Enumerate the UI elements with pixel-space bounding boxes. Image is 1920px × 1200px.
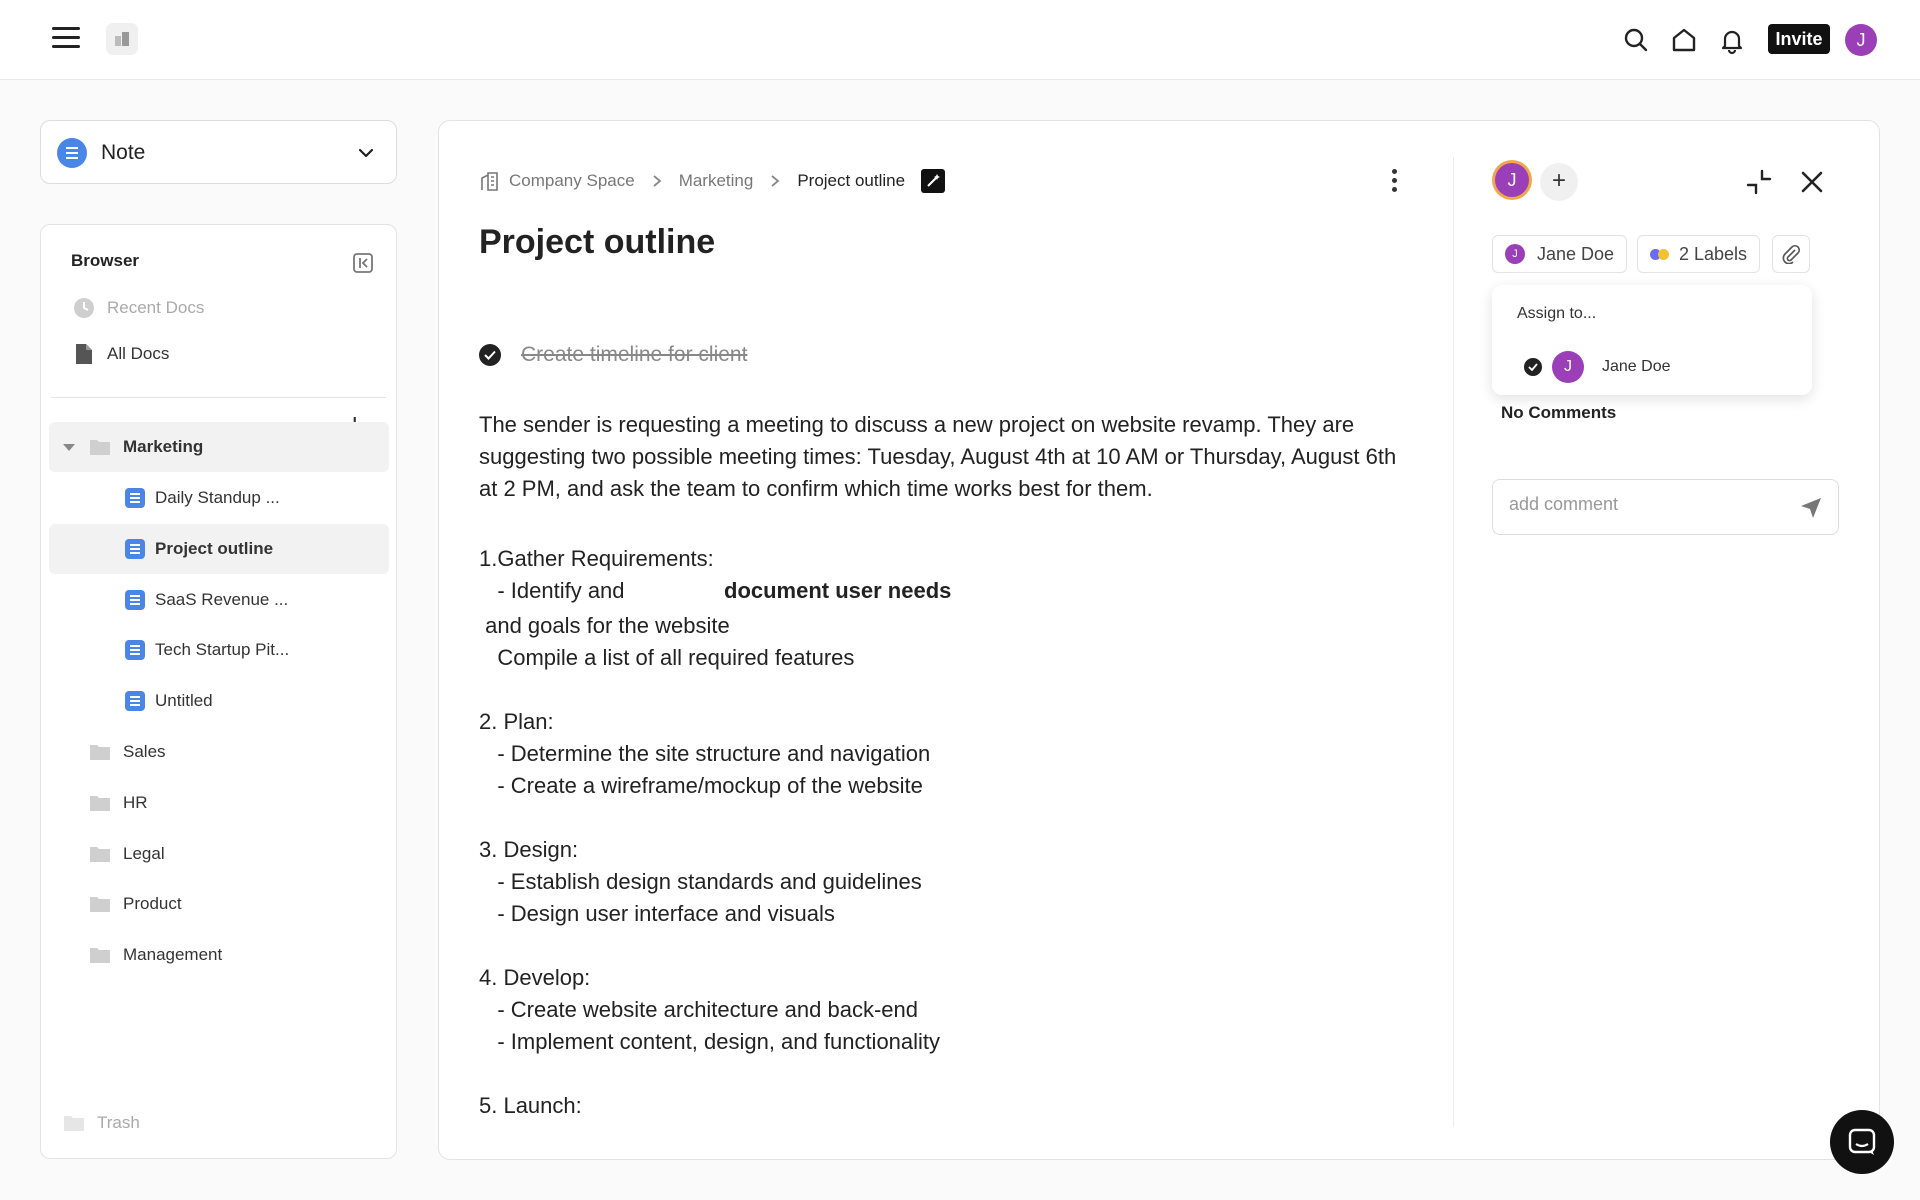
doc-line: - Create a wireframe/mockup of the website <box>479 773 923 798</box>
send-icon[interactable] <box>1799 496 1823 520</box>
minimize-icon[interactable] <box>1745 168 1773 196</box>
attach-button[interactable] <box>1772 235 1810 273</box>
chat-support-button[interactable] <box>1830 1110 1894 1174</box>
file-icon <box>73 343 95 365</box>
doc-line: 2. Plan: <box>479 709 554 734</box>
magic-wand-icon[interactable] <box>921 169 945 193</box>
home-icon[interactable] <box>1668 24 1700 56</box>
more-options-icon[interactable] <box>1387 169 1401 195</box>
document-icon <box>125 691 145 711</box>
tree-item-legal[interactable] <box>49 829 389 879</box>
recent-docs-link[interactable] <box>73 295 204 321</box>
building-icon <box>479 170 501 192</box>
assignee-mini-avatar: J <box>1505 244 1525 264</box>
assign-option[interactable] <box>1524 351 1671 383</box>
assign-option-avatar: J <box>1552 351 1584 383</box>
doc-line: 3. Design: <box>479 837 579 862</box>
comment-box <box>1492 479 1839 535</box>
doc-line: - Determine the site structure and navigation <box>479 741 931 766</box>
comment-input[interactable] <box>1509 494 1789 515</box>
sidebar <box>40 224 397 1159</box>
tree-item-tech-startup-pit[interactable] <box>49 625 389 675</box>
user-avatar[interactable]: J <box>1845 24 1877 56</box>
tree-item-hr[interactable] <box>49 778 389 828</box>
note-icon <box>57 138 87 168</box>
folder-icon <box>89 946 111 964</box>
doc-line: Compile a list of all required features <box>479 645 855 670</box>
close-icon[interactable] <box>1800 170 1824 194</box>
doc-line: - Identify and <box>479 578 625 603</box>
labels-count: 2 Labels <box>1679 243 1748 264</box>
recent-docs-label: Recent Docs <box>107 298 205 317</box>
tree-item-label: Untitled <box>155 691 213 710</box>
tree-item-sales[interactable] <box>49 727 389 777</box>
document-icon <box>125 640 145 660</box>
doc-line: - Design user interface and visuals <box>479 901 835 926</box>
tree-item-label: Marketing <box>123 437 204 456</box>
folder-icon <box>89 438 111 456</box>
clock-icon <box>73 297 95 319</box>
tree-item-label: Product <box>123 894 182 913</box>
doc-line: 4. Develop: <box>479 965 591 990</box>
tree-item-label: HR <box>123 793 148 812</box>
assign-option-name: Jane Doe <box>1602 358 1671 375</box>
chevron-down-icon <box>356 143 376 163</box>
menu-icon[interactable] <box>52 27 80 51</box>
bell-icon[interactable] <box>1716 24 1748 56</box>
search-icon[interactable] <box>1620 24 1652 56</box>
breadcrumb-folder[interactable]: Marketing <box>678 171 754 190</box>
document-icon <box>125 590 145 610</box>
tree-item-label: SaaS Revenue ... <box>155 590 289 609</box>
doc-line: and goals for the website <box>479 613 730 638</box>
folder-icon <box>89 743 111 761</box>
doc-line: - Implement content, design, and functionality <box>479 1029 941 1054</box>
invite-button[interactable]: Invite <box>1768 24 1830 54</box>
folder-icon <box>89 895 111 913</box>
sidebar-title: Browser <box>71 251 140 270</box>
trash-label: Trash <box>97 1113 140 1132</box>
sidebar-divider <box>51 397 386 398</box>
tree-item-label: Project outline <box>155 539 274 558</box>
trash-link[interactable] <box>63 1113 140 1133</box>
tree-item-product[interactable] <box>49 879 389 929</box>
checkmark-icon[interactable] <box>479 344 501 366</box>
breadcrumb <box>479 169 945 193</box>
assignee-avatar[interactable]: J <box>1495 163 1529 197</box>
workspace-logo-icon[interactable] <box>106 23 138 55</box>
doc-line: - Create website architecture and back-end <box>479 997 919 1022</box>
note-type-select[interactable] <box>40 120 397 184</box>
tree-item-saas-revenue[interactable] <box>49 575 389 625</box>
labels-chip[interactable] <box>1637 235 1760 273</box>
assignee-name: Jane Doe <box>1537 243 1615 264</box>
document-icon <box>125 539 145 559</box>
doc-line: - Establish design standards and guidelines <box>479 869 922 894</box>
doc-line: 1.Gather Requirements: <box>479 546 714 571</box>
trash-folder-icon <box>63 1114 85 1132</box>
document-panel <box>438 120 1880 1160</box>
label-dots-icon <box>1650 249 1669 260</box>
doc-line: 5. Launch: <box>479 1093 582 1118</box>
tree-item-label: Daily Standup ... <box>155 488 280 507</box>
tree-item-label: Tech Startup Pit... <box>155 640 290 659</box>
top-bar <box>0 0 1920 80</box>
tree-item-management[interactable] <box>49 930 389 980</box>
breadcrumb-current: Project outline <box>797 171 906 190</box>
tree-item-label: Management <box>123 945 223 964</box>
document-title[interactable]: Project outline <box>479 223 716 261</box>
tree-item-untitled[interactable] <box>49 676 389 726</box>
chevron-right-icon <box>769 174 781 188</box>
add-member-button[interactable]: + <box>1540 163 1578 201</box>
folder-icon <box>89 794 111 812</box>
collapse-sidebar-icon[interactable] <box>352 252 374 274</box>
chat-icon <box>1847 1127 1877 1157</box>
tree-item-marketing[interactable] <box>49 422 389 472</box>
assignee-chip[interactable] <box>1492 235 1627 273</box>
note-type-value: Note <box>101 141 146 164</box>
all-docs-label: All Docs <box>107 344 170 363</box>
summary-paragraph: The sender is requesting a meeting to discuss a new project on website revamp. They are suggesting two possible meeting times: Tuesday, August 4th at 10 AM or Thursday, August 6th at 2 PM, and ask the team to confirm which time works best for them. <box>479 412 1397 501</box>
paperclip-icon <box>1781 244 1801 264</box>
doc-line-bold: document user needs <box>724 578 952 603</box>
folder-icon <box>89 845 111 863</box>
assign-dropdown-header: Assign to... <box>1517 305 1597 322</box>
tree-item-daily-standup[interactable] <box>49 473 389 523</box>
document-icon <box>125 488 145 508</box>
chevron-right-icon <box>651 174 663 188</box>
tree-item-label: Sales <box>123 742 166 761</box>
all-docs-link[interactable] <box>73 341 169 367</box>
assign-dropdown <box>1492 285 1812 395</box>
todo-text: Create timeline for client <box>521 343 748 366</box>
tree-item-project-outline[interactable] <box>49 524 389 574</box>
tree-item-label: Legal <box>123 844 165 863</box>
caret-down-icon[interactable] <box>63 444 75 451</box>
todo-item[interactable] <box>479 343 747 367</box>
checkmark-icon <box>1524 358 1542 376</box>
no-comments-label: No Comments <box>1501 403 1617 422</box>
breadcrumb-space[interactable]: Company Space <box>509 171 635 190</box>
panel-divider <box>1453 157 1454 1127</box>
